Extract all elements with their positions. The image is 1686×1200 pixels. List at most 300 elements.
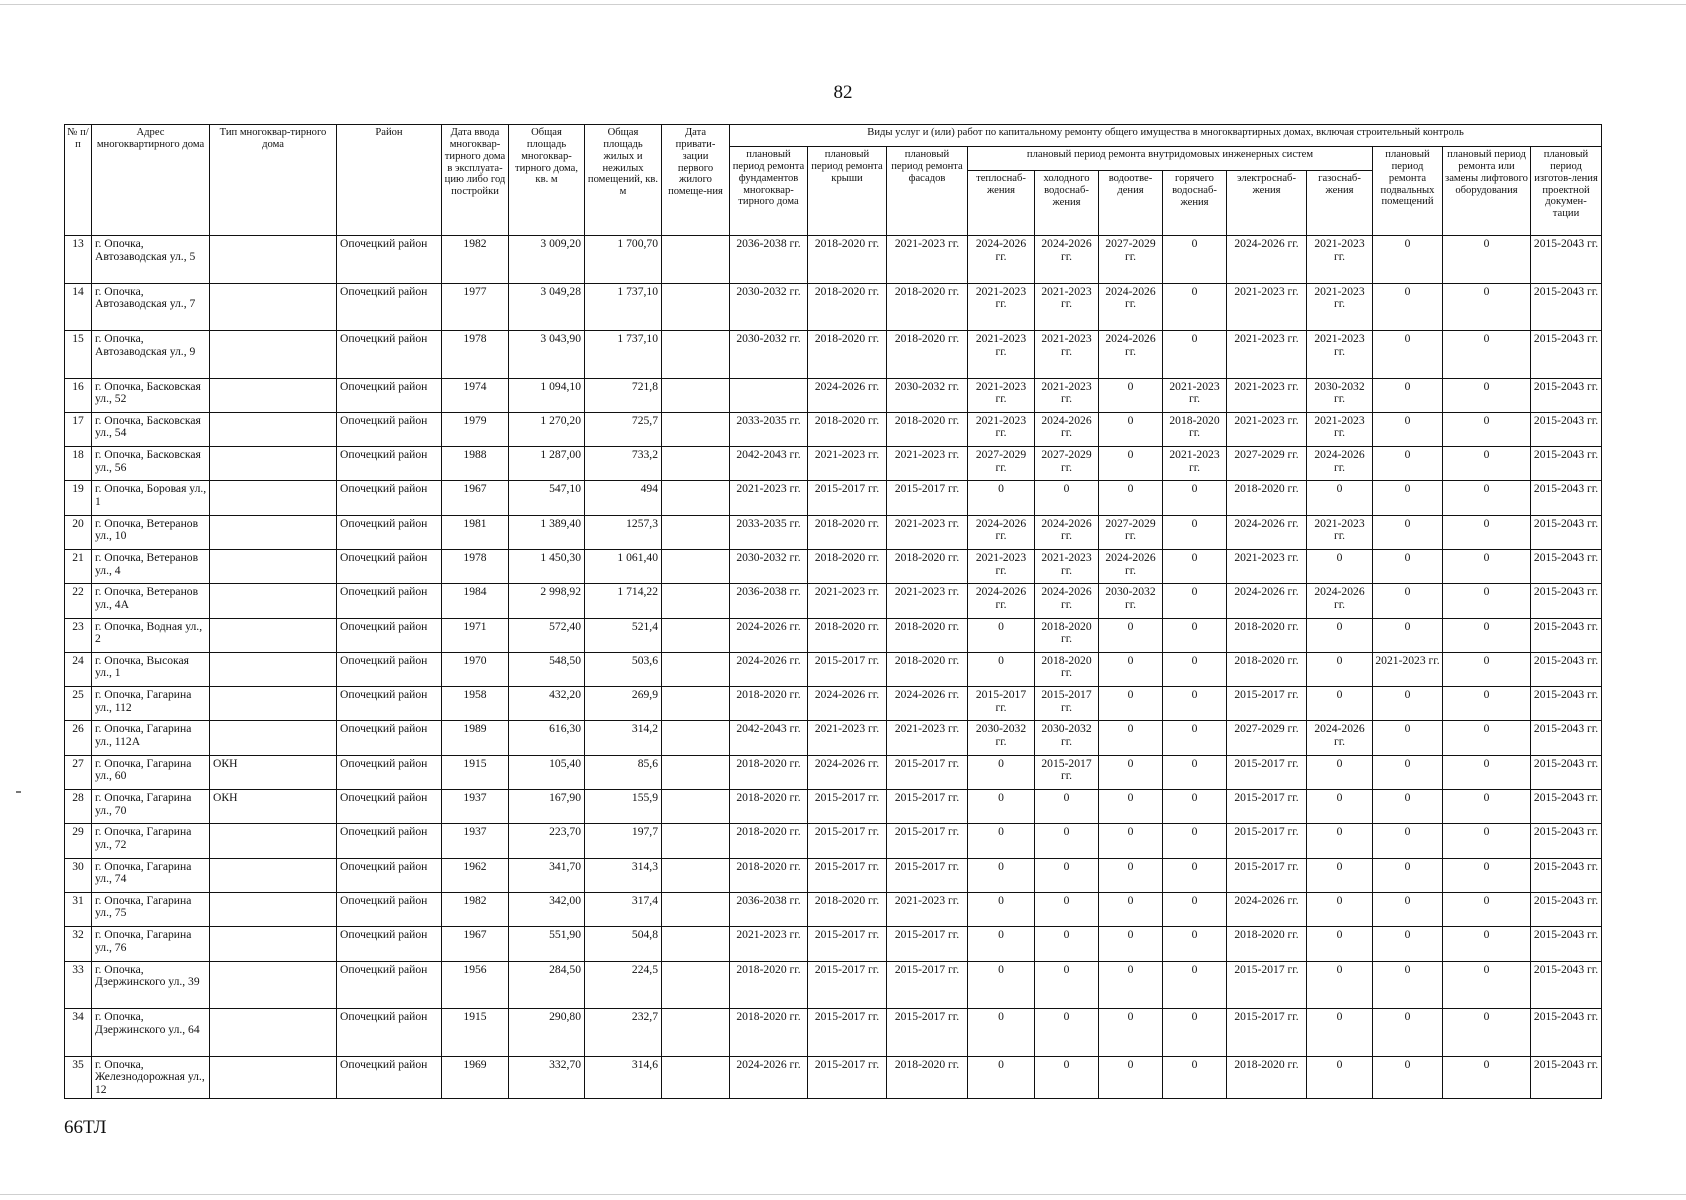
cell-district: Опочецкий район [337,515,442,549]
cell-elevator: 0 [1443,1056,1531,1099]
cell-electric: 2021-2023 гг. [1227,378,1307,412]
cell-living-area: 224,5 [585,961,662,1009]
cell-cold-water: 2021-2023 гг. [1035,283,1099,331]
cell-gas: 0 [1307,549,1373,583]
cell-year: 1967 [442,927,509,961]
cell-electric: 2024-2026 гг. [1227,892,1307,926]
cell-design: 2015-2043 гг. [1531,892,1602,926]
cell-address: г. Опочка, Басковская ул., 56 [92,447,210,481]
table-body [65,236,1602,1099]
cell-basement: 0 [1373,515,1443,549]
cell-house-type [210,481,337,515]
cell-house-type [210,236,337,284]
cell-sewer: 0 [1099,721,1163,755]
cell-gas: 0 [1307,1056,1373,1099]
cell-electric: 2021-2023 гг. [1227,549,1307,583]
cell-district: Опочецкий район [337,1056,442,1099]
cell-roof: 2021-2023 гг. [808,584,887,618]
cell-hot-water: 0 [1163,790,1227,824]
col-header-sewer: водоотве-дения [1099,171,1163,236]
cell-privatization [662,412,730,446]
cell-privatization [662,927,730,961]
cell-foundation: 2018-2020 гг. [730,858,808,892]
cell-gas: 0 [1307,824,1373,858]
cell-cold-water: 0 [1035,892,1099,926]
cell-house-type [210,549,337,583]
cell-district: Опочецкий район [337,858,442,892]
cell-total-area: 342,00 [509,892,585,926]
cell-house-type [210,824,337,858]
cell-electric: 2021-2023 гг. [1227,331,1307,379]
cell-district: Опочецкий район [337,412,442,446]
cell-elevator: 0 [1443,721,1531,755]
cell-elevator: 0 [1443,927,1531,961]
cell-living-area: 314,2 [585,721,662,755]
cell-design: 2015-2043 гг. [1531,652,1602,686]
col-header-foundation: плановый период ремонта фундаментов многоквар-тирного дома [730,147,808,236]
cell-total-area: 284,50 [509,961,585,1009]
cell-roof: 2018-2020 гг. [808,236,887,284]
cell-gas: 2024-2026 гг. [1307,721,1373,755]
cell-foundation: 2021-2023 гг. [730,481,808,515]
table-row [65,481,1602,515]
cell-total-area: 223,70 [509,824,585,858]
cell-total-area: 105,40 [509,755,585,789]
cell-sewer: 0 [1099,447,1163,481]
cell-gas: 0 [1307,652,1373,686]
cell-address: г. Опочка, Гагарина ул., 112 [92,687,210,721]
cell-address: г. Опочка, Гагарина ул., 75 [92,892,210,926]
cell-gas: 2024-2026 гг. [1307,584,1373,618]
cell-privatization [662,858,730,892]
cell-year: 1978 [442,331,509,379]
cell-privatization [662,618,730,652]
cell-elevator: 0 [1443,412,1531,446]
cell-electric: 2018-2020 гг. [1227,927,1307,961]
table-row [65,790,1602,824]
cell-year: 1974 [442,378,509,412]
cell-gas: 0 [1307,892,1373,926]
cell-facade: 2030-2032 гг. [887,378,968,412]
cell-facade: 2015-2017 гг. [887,481,968,515]
cell-number: 28 [65,790,92,824]
cell-roof: 2015-2017 гг. [808,858,887,892]
cell-hot-water: 0 [1163,858,1227,892]
cell-hot-water: 0 [1163,687,1227,721]
cell-sewer: 2027-2029 гг. [1099,236,1163,284]
cell-year: 1982 [442,892,509,926]
cell-gas: 2024-2026 гг. [1307,447,1373,481]
cell-cold-water: 2018-2020 гг. [1035,618,1099,652]
cell-privatization [662,481,730,515]
cell-address: г. Опочка, Гагарина ул., 72 [92,824,210,858]
cell-design: 2015-2043 гг. [1531,378,1602,412]
cell-roof: 2024-2026 гг. [808,687,887,721]
cell-cold-water: 0 [1035,824,1099,858]
cell-facade: 2015-2017 гг. [887,858,968,892]
cell-foundation: 2024-2026 гг. [730,618,808,652]
cell-roof: 2021-2023 гг. [808,447,887,481]
cell-basement: 0 [1373,1009,1443,1057]
cell-sewer: 0 [1099,1009,1163,1057]
cell-cold-water: 2027-2029 гг. [1035,447,1099,481]
cell-facade: 2021-2023 гг. [887,236,968,284]
cell-sewer: 0 [1099,927,1163,961]
col-group-works: Виды услуг и (или) работ по капитальному ремонту общего имущества в многоквартирных домах, включая строительный контроль [730,125,1602,147]
cell-total-area: 547,10 [509,481,585,515]
cell-hot-water: 0 [1163,892,1227,926]
cell-elevator: 0 [1443,236,1531,284]
cell-year: 1915 [442,1009,509,1057]
cell-house-type [210,892,337,926]
cell-electric: 2024-2026 гг. [1227,515,1307,549]
cell-living-area: 1 714,22 [585,584,662,618]
cell-electric: 2015-2017 гг. [1227,858,1307,892]
cell-district: Опочецкий район [337,283,442,331]
cell-district: Опочецкий район [337,687,442,721]
cell-number: 16 [65,378,92,412]
cell-year: 1977 [442,283,509,331]
cell-heating: 2021-2023 гг. [968,378,1035,412]
cell-gas: 0 [1307,687,1373,721]
cell-number: 19 [65,481,92,515]
cell-privatization [662,1056,730,1099]
table-row [65,1056,1602,1099]
table-row [65,618,1602,652]
cell-facade: 2021-2023 гг. [887,892,968,926]
cell-privatization [662,824,730,858]
cell-house-type [210,1056,337,1099]
col-header-district: Район [337,125,442,236]
table-row [65,447,1602,481]
cell-house-type [210,961,337,1009]
repair-schedule-table-wrapper [64,124,1602,1099]
cell-foundation: 2030-2032 гг. [730,283,808,331]
cell-gas: 0 [1307,790,1373,824]
cell-foundation: 2036-2038 гг. [730,892,808,926]
cell-privatization [662,331,730,379]
cell-heating: 0 [968,618,1035,652]
cell-year: 1981 [442,515,509,549]
cell-foundation: 2018-2020 гг. [730,824,808,858]
cell-gas: 2021-2023 гг. [1307,412,1373,446]
cell-address: г. Опочка, Гагарина ул., 60 [92,755,210,789]
cell-electric: 2024-2026 гг. [1227,236,1307,284]
cell-living-area: 1 700,70 [585,236,662,284]
cell-facade: 2018-2020 гг. [887,1056,968,1099]
col-group-systems: плановый период ремонта внутридомовых инженерных систем [968,147,1373,171]
col-header-type: Тип многоквар-тирного дома [210,125,337,236]
scan-edge-top [0,4,1686,5]
cell-elevator: 0 [1443,515,1531,549]
cell-year: 1979 [442,412,509,446]
cell-district: Опочецкий район [337,892,442,926]
cell-house-type [210,858,337,892]
cell-basement: 0 [1373,412,1443,446]
cell-sewer: 0 [1099,824,1163,858]
cell-electric: 2018-2020 гг. [1227,652,1307,686]
cell-design: 2015-2043 гг. [1531,721,1602,755]
cell-foundation: 2018-2020 гг. [730,961,808,1009]
cell-address: г. Опочка, Гагарина ул., 76 [92,927,210,961]
cell-total-area: 2 998,92 [509,584,585,618]
cell-cold-water: 2018-2020 гг. [1035,652,1099,686]
cell-foundation: 2024-2026 гг. [730,652,808,686]
cell-roof: 2018-2020 гг. [808,331,887,379]
cell-heating: 0 [968,858,1035,892]
cell-foundation: 2042-2043 гг. [730,721,808,755]
table-row [65,331,1602,379]
cell-address: г. Опочка, Водная ул., 2 [92,618,210,652]
cell-house-type: ОКН [210,790,337,824]
cell-elevator: 0 [1443,1009,1531,1057]
cell-foundation: 2042-2043 гг. [730,447,808,481]
cell-design: 2015-2043 гг. [1531,412,1602,446]
cell-gas: 0 [1307,481,1373,515]
cell-basement: 0 [1373,481,1443,515]
cell-address: г. Опочка, Боровая ул., 1 [92,481,210,515]
cell-design: 2015-2043 гг. [1531,331,1602,379]
cell-elevator: 0 [1443,961,1531,1009]
cell-electric: 2015-2017 гг. [1227,1009,1307,1057]
cell-living-area: 314,3 [585,858,662,892]
cell-privatization [662,549,730,583]
cell-cold-water: 2030-2032 гг. [1035,721,1099,755]
cell-total-area: 290,80 [509,1009,585,1057]
col-header-hot-water: горячего водоснаб-жения [1163,171,1227,236]
cell-district: Опочецкий район [337,618,442,652]
cell-total-area: 616,30 [509,721,585,755]
cell-total-area: 167,90 [509,790,585,824]
cell-foundation: 2030-2032 гг. [730,549,808,583]
cell-year: 1970 [442,652,509,686]
cell-heating: 0 [968,927,1035,961]
cell-cold-water: 2024-2026 гг. [1035,584,1099,618]
cell-hot-water: 0 [1163,515,1227,549]
cell-basement: 0 [1373,584,1443,618]
table-row [65,236,1602,284]
col-header-total-area: Общая площадь многоквар-тирного дома, кв. м [509,125,585,236]
cell-design: 2015-2043 гг. [1531,515,1602,549]
cell-electric: 2015-2017 гг. [1227,790,1307,824]
cell-elevator: 0 [1443,618,1531,652]
cell-number: 24 [65,652,92,686]
cell-heating: 2021-2023 гг. [968,412,1035,446]
cell-year: 1971 [442,618,509,652]
cell-total-area: 1 389,40 [509,515,585,549]
cell-district: Опочецкий район [337,824,442,858]
cell-heating: 0 [968,1009,1035,1057]
cell-gas: 2021-2023 гг. [1307,331,1373,379]
cell-house-type [210,515,337,549]
cell-hot-water: 0 [1163,283,1227,331]
cell-address: г. Опочка, Басковская ул., 52 [92,378,210,412]
cell-cold-water: 2015-2017 гг. [1035,755,1099,789]
cell-roof: 2018-2020 гг. [808,283,887,331]
cell-cold-water: 0 [1035,790,1099,824]
cell-district: Опочецкий район [337,1009,442,1057]
cell-facade: 2018-2020 гг. [887,549,968,583]
cell-district: Опочецкий район [337,961,442,1009]
cell-roof: 2018-2020 гг. [808,412,887,446]
cell-number: 34 [65,1009,92,1057]
cell-year: 1962 [442,858,509,892]
cell-hot-water: 0 [1163,755,1227,789]
cell-facade: 2015-2017 гг. [887,1009,968,1057]
cell-electric: 2027-2029 гг. [1227,447,1307,481]
cell-electric: 2021-2023 гг. [1227,283,1307,331]
cell-hot-water: 0 [1163,1056,1227,1099]
col-header-elevator: плановый период ремонта или замены лифтового оборудования [1443,147,1531,236]
table-row [65,927,1602,961]
cell-heating: 2021-2023 гг. [968,331,1035,379]
cell-roof: 2018-2020 гг. [808,515,887,549]
cell-design: 2015-2043 гг. [1531,481,1602,515]
cell-number: 13 [65,236,92,284]
cell-facade: 2021-2023 гг. [887,447,968,481]
cell-elevator: 0 [1443,790,1531,824]
cell-elevator: 0 [1443,824,1531,858]
cell-hot-water: 0 [1163,961,1227,1009]
cell-facade: 2015-2017 гг. [887,927,968,961]
cell-total-area: 3 009,20 [509,236,585,284]
cell-design: 2015-2043 гг. [1531,824,1602,858]
table-row [65,412,1602,446]
cell-electric: 2021-2023 гг. [1227,412,1307,446]
cell-cold-water: 2015-2017 гг. [1035,687,1099,721]
cell-basement: 0 [1373,858,1443,892]
col-header-heating: теплоснаб-жения [968,171,1035,236]
cell-foundation: 2033-2035 гг. [730,412,808,446]
table-row [65,961,1602,1009]
cell-district: Опочецкий район [337,927,442,961]
cell-cold-water: 2024-2026 гг. [1035,515,1099,549]
cell-sewer: 0 [1099,892,1163,926]
cell-elevator: 0 [1443,652,1531,686]
sheet-code: 66ТЛ [64,1117,107,1138]
cell-heating: 2024-2026 гг. [968,584,1035,618]
cell-facade: 2015-2017 гг. [887,790,968,824]
cell-basement: 0 [1373,618,1443,652]
cell-heating: 0 [968,755,1035,789]
cell-heating: 2015-2017 гг. [968,687,1035,721]
cell-cold-water: 2024-2026 гг. [1035,236,1099,284]
cell-hot-water: 0 [1163,824,1227,858]
cell-design: 2015-2043 гг. [1531,584,1602,618]
cell-living-area: 317,4 [585,892,662,926]
cell-living-area: 1 737,10 [585,331,662,379]
cell-total-area: 341,70 [509,858,585,892]
cell-facade: 2018-2020 гг. [887,652,968,686]
cell-address: г. Опочка, Автозаводская ул., 7 [92,283,210,331]
cell-design: 2015-2043 гг. [1531,1009,1602,1057]
cell-living-area: 1 061,40 [585,549,662,583]
cell-living-area: 503,6 [585,652,662,686]
cell-house-type [210,687,337,721]
cell-heating: 0 [968,1056,1035,1099]
cell-total-area: 1 287,00 [509,447,585,481]
cell-number: 20 [65,515,92,549]
cell-electric: 2015-2017 гг. [1227,755,1307,789]
cell-number: 22 [65,584,92,618]
cell-address: г. Опочка, Ветеранов ул., 4 [92,549,210,583]
cell-address: г. Опочка, Дзержинского ул., 39 [92,961,210,1009]
cell-basement: 0 [1373,755,1443,789]
table-row [65,687,1602,721]
cell-total-area: 551,90 [509,927,585,961]
cell-house-type [210,584,337,618]
cell-sewer: 0 [1099,755,1163,789]
cell-cold-water: 0 [1035,1009,1099,1057]
cell-address: г. Опочка, Гагарина ул., 70 [92,790,210,824]
cell-total-area: 548,50 [509,652,585,686]
cell-privatization [662,687,730,721]
table-row [65,824,1602,858]
cell-foundation: 2018-2020 гг. [730,1009,808,1057]
cell-address: г. Опочка, Железнодорожная ул., 12 [92,1056,210,1099]
cell-gas: 0 [1307,755,1373,789]
table-row [65,549,1602,583]
cell-design: 2015-2043 гг. [1531,858,1602,892]
cell-address: г. Опочка, Гагарина ул., 74 [92,858,210,892]
cell-basement: 0 [1373,790,1443,824]
table-row [65,892,1602,926]
cell-living-area: 725,7 [585,412,662,446]
cell-number: 25 [65,687,92,721]
cell-year: 1989 [442,721,509,755]
cell-number: 29 [65,824,92,858]
table-row [65,1009,1602,1057]
cell-roof: 2015-2017 гг. [808,1009,887,1057]
cell-heating: 2024-2026 гг. [968,236,1035,284]
cell-privatization [662,721,730,755]
cell-total-area: 432,20 [509,687,585,721]
cell-facade: 2015-2017 гг. [887,755,968,789]
cell-design: 2015-2043 гг. [1531,447,1602,481]
cell-district: Опочецкий район [337,481,442,515]
cell-living-area: 721,8 [585,378,662,412]
cell-house-type [210,412,337,446]
cell-year: 1937 [442,824,509,858]
cell-basement: 0 [1373,378,1443,412]
cell-number: 15 [65,331,92,379]
cell-heating: 0 [968,892,1035,926]
cell-roof: 2015-2017 гг. [808,961,887,1009]
cell-hot-water: 0 [1163,584,1227,618]
cell-elevator: 0 [1443,687,1531,721]
cell-sewer: 0 [1099,652,1163,686]
cell-electric: 2015-2017 гг. [1227,824,1307,858]
cell-electric: 2018-2020 гг. [1227,618,1307,652]
cell-sewer: 0 [1099,378,1163,412]
cell-hot-water: 0 [1163,236,1227,284]
cell-heating: 2030-2032 гг. [968,721,1035,755]
cell-foundation: 2018-2020 гг. [730,755,808,789]
cell-privatization [662,892,730,926]
col-header-n: № п/п [65,125,92,236]
cell-elevator: 0 [1443,447,1531,481]
cell-privatization [662,515,730,549]
cell-number: 33 [65,961,92,1009]
cell-privatization [662,652,730,686]
col-header-basement: плановый период ремонта подвальных помещений [1373,147,1443,236]
cell-cold-water: 2021-2023 гг. [1035,549,1099,583]
cell-district: Опочецкий район [337,549,442,583]
cell-year: 1937 [442,790,509,824]
cell-house-type [210,652,337,686]
cell-cold-water: 0 [1035,961,1099,1009]
col-header-design: плановый период изготов-ления проектной докумен-тации [1531,147,1602,236]
